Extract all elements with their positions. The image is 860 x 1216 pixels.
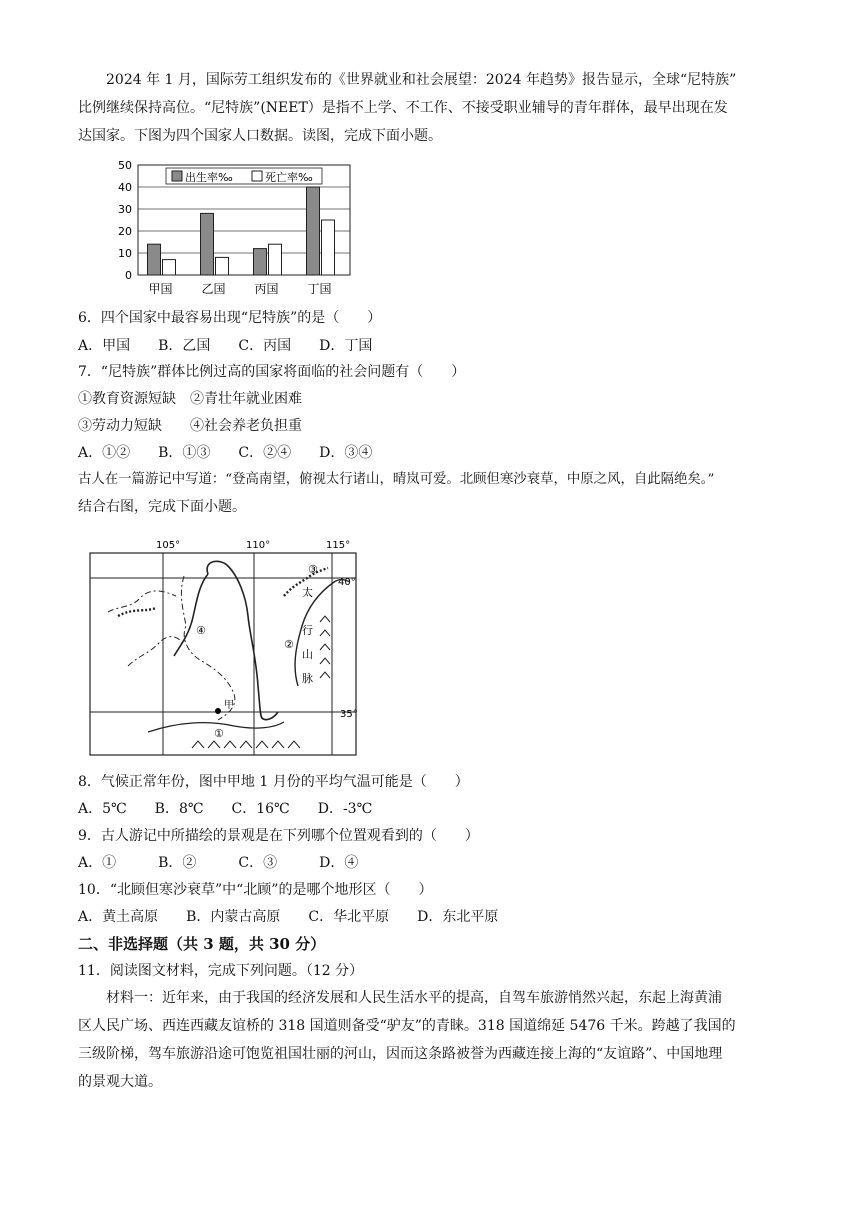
passage1-line2: 比例继续保持高位。“尼特族”(NEET）是指不上学、不工作、不接受职业辅导的青年群体，最早出现在发 [78, 100, 728, 116]
q10-stem: 10．“北顾但寒沙衰草”中“北顾”的是哪个地形区（ ） [78, 882, 433, 898]
q6-stem: 6．四个国家中最容易出现“尼特族”的是（ ） [78, 310, 382, 326]
population-bar-chart [110, 158, 360, 300]
map-frame [90, 553, 356, 755]
q7-items-2: ③劳动力短缺 ④社会养老负担重 [78, 418, 302, 434]
q9-stem: 9．古人游记中所描绘的景观是在下列哪个位置观看到的（ ） [78, 828, 479, 844]
legend-label: 死亡率‰ [265, 171, 313, 184]
mountain-char-1: 太 [302, 586, 313, 599]
q11-line4: 的景观大道。 [78, 1074, 162, 1090]
q8-options: A．5℃ B．8℃ C．16℃ D．-3℃ [78, 801, 373, 817]
marker-3: ③ [308, 563, 318, 576]
lon-label-110: 110° [246, 540, 271, 551]
q11-line3: 三级阶梯，驾车旅游沿途可饱览祖国壮丽的河山，因而这条路被誉为西藏连接上海的“友谊路”、中国地理 [78, 1046, 723, 1062]
lat-label-35: 35° [340, 709, 358, 720]
legend-swatch [252, 171, 262, 181]
mountain-char-3: 山 [302, 648, 313, 661]
y-tick-label: 20 [118, 225, 132, 238]
x-tick-label: 乙国 [201, 282, 226, 296]
lat-label-40: 40° [338, 577, 356, 588]
bar [322, 220, 335, 275]
q8-stem: 8．气候正常年份，图中甲地 1 月份的平均气温可能是（ ） [78, 774, 469, 790]
point-jia [215, 708, 221, 714]
x-tick-label: 丙国 [254, 282, 279, 296]
q7-stem: 7．“尼特族”群体比例过高的国家将面临的社会问题有（ ） [78, 364, 466, 380]
marker-1: ① [214, 727, 224, 740]
chart-legend [166, 168, 322, 184]
y-tick-label: 40 [118, 181, 132, 194]
passage1-line1: 2024 年 1 月，国际劳工组织发布的《世界就业和社会展望：2024 年趋势》报告显示，全球“尼特族” [106, 72, 737, 88]
passage1-line3: 达国家。下图为四个国家人口数据。读图，完成下面小题。 [78, 128, 442, 144]
q9-options: A．① B．② C．③ D．④ [78, 855, 359, 871]
region-map [88, 536, 360, 758]
y-tick-label: 30 [118, 203, 132, 216]
y-tick-label: 50 [118, 159, 132, 172]
bar [148, 244, 161, 275]
chart-x-labels [148, 282, 331, 296]
bar [163, 260, 176, 275]
section2-title: 二、非选择题（共 3 题，共 30 分） [78, 935, 326, 953]
lon-label-105: 105° [156, 540, 181, 551]
mountain-char-2: 行 [302, 624, 313, 637]
marker-4: ④ [196, 624, 206, 637]
legend-swatch [172, 171, 182, 181]
bar [307, 187, 320, 275]
q7-items-1: ①教育资源短缺 ②青壮年就业困难 [78, 391, 302, 407]
x-tick-label: 甲国 [148, 282, 173, 296]
passage2-line1: 古人在一篇游记中写道：“登高南望，俯视太行诸山，晴岚可爱。北顾但寒沙衰草，中原之风，自此隔绝矣。” [78, 472, 715, 487]
q11-stem: 11．阅读图文材料，完成下列问题。（12 分） [78, 963, 364, 979]
chart-y-ticks [118, 159, 132, 282]
passage2-line2: 结合右图，完成下面小题。 [78, 499, 246, 515]
q11-line1: 材料一：近年来，由于我国的经济发展和人民生活水平的提高，自驾车旅游悄然兴起，东起上海黄浦 [106, 990, 722, 1006]
bar [201, 213, 214, 275]
q7-options: A．①② B．①③ C．②④ D．③④ [78, 445, 373, 461]
y-tick-label: 0 [125, 269, 132, 282]
lon-label-115: 115° [326, 540, 351, 551]
marker-2: ② [284, 638, 294, 651]
bar [254, 249, 267, 275]
y-tick-label: 10 [118, 247, 132, 260]
q10-options: A．黄土高原 B．内蒙古高原 C．华北平原 D．东北平原 [78, 909, 499, 925]
legend-label: 出生率‰ [185, 171, 233, 184]
bar [216, 257, 229, 275]
q11-line2: 区人民广场、西连西藏友谊桥的 318 国道则备受“驴友”的青睐。318 国道绵延 5476 千米。跨越了我国的 [78, 1018, 736, 1034]
point-jia-label: 甲 [224, 700, 234, 711]
x-tick-label: 丁国 [307, 282, 332, 296]
q6-options: A．甲国 B．乙国 C．丙国 D．丁国 [78, 338, 373, 354]
mountain-char-4: 脉 [302, 672, 313, 685]
bar [269, 244, 282, 275]
